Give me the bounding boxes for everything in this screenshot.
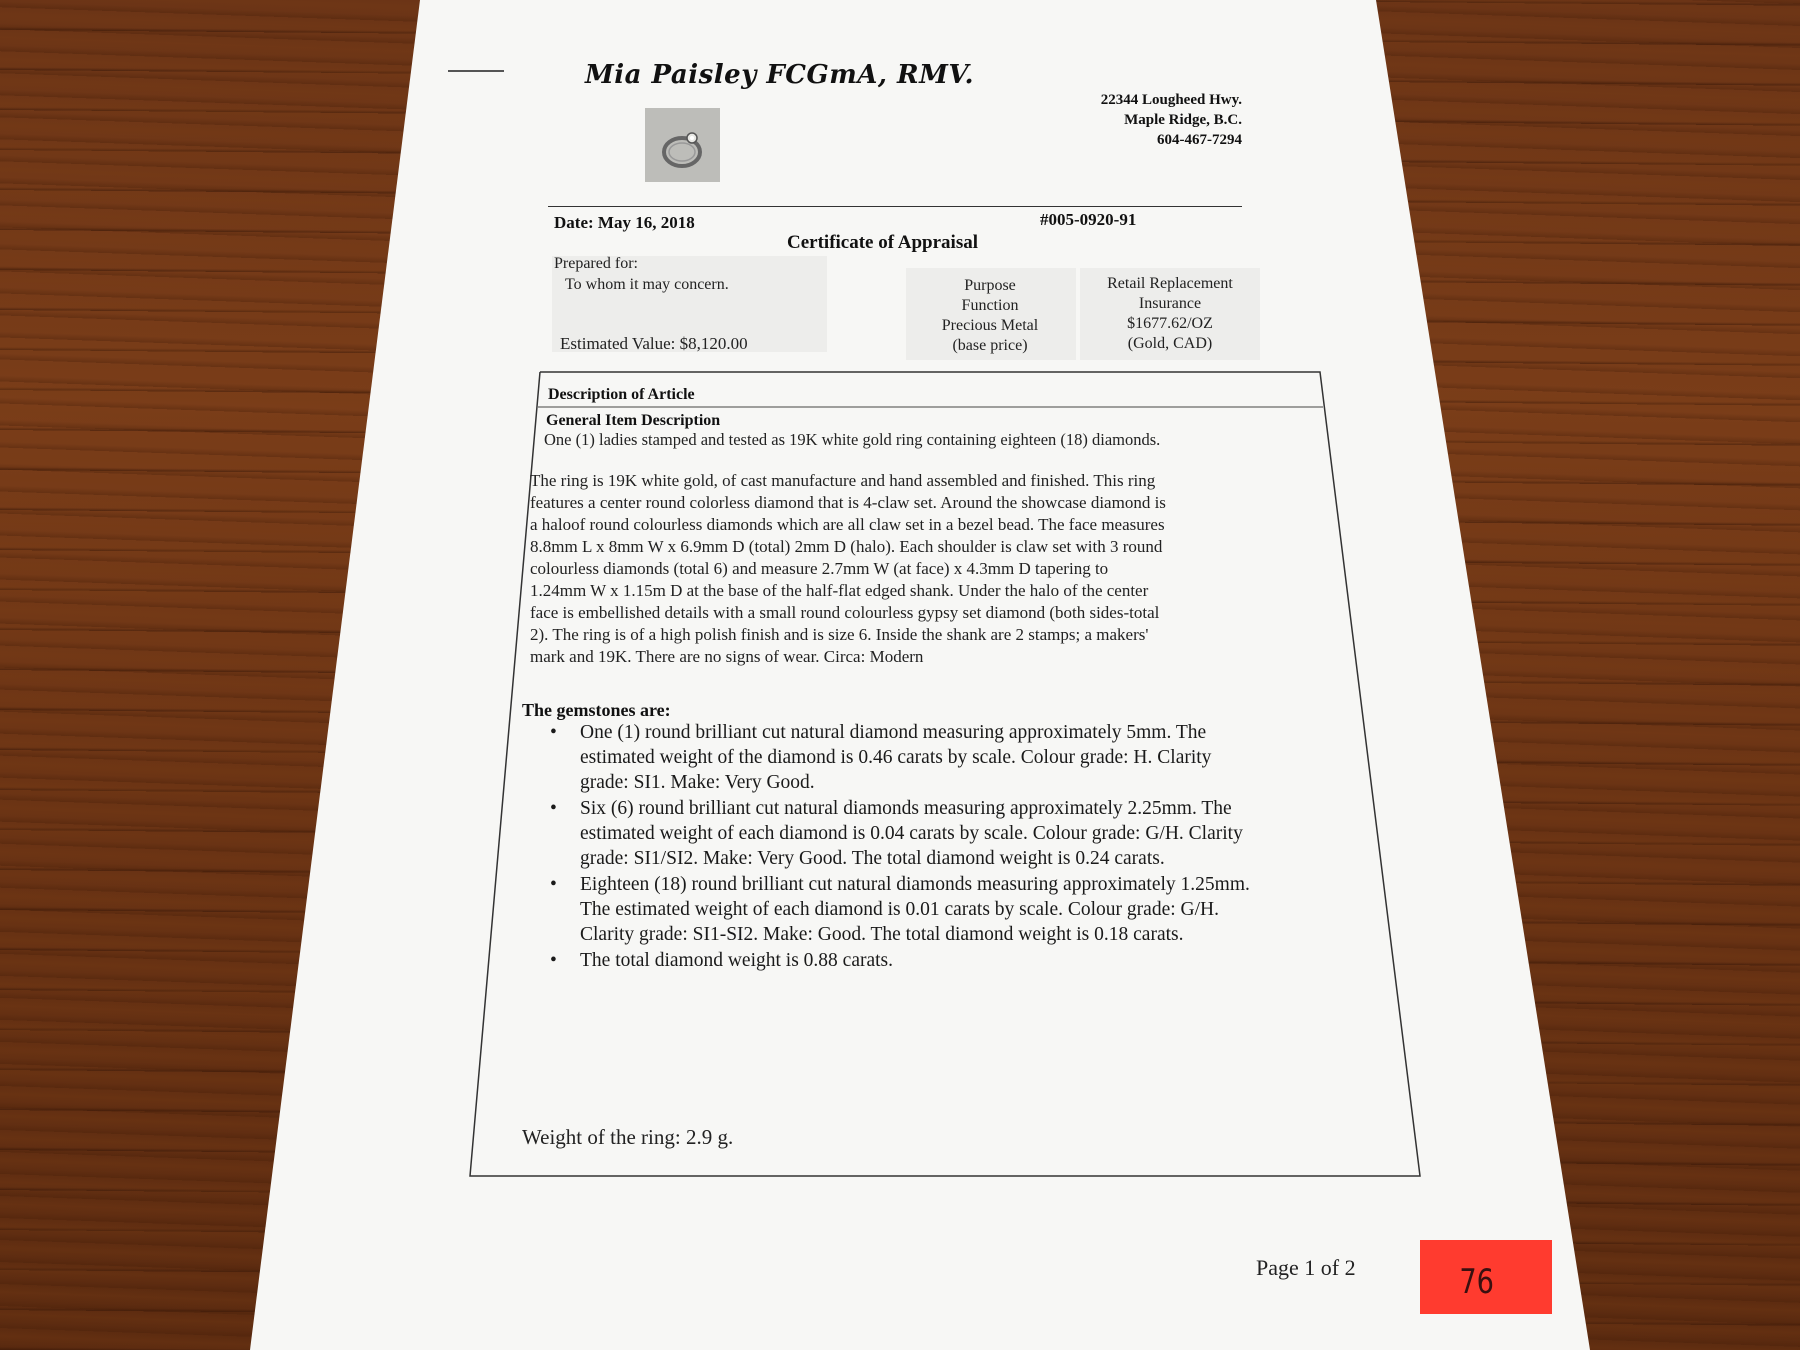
gemstones-list [520,720,1380,974]
estimated-value: Estimated Value: $8,120.00 [560,334,748,353]
bullet-icon: • [550,722,557,743]
paragraph-line: 2). The ring is of a high polish finish and is size 6. Inside the shank are 2 stamps; a makers' [530,625,1149,644]
paragraph-line: features a center round colorless diamond that is 4-claw set. Around the showcase diamond is [530,493,1166,512]
gemstone-line: The estimated weight of each diamond is 0.01 carats by scale. Colour grade: G/H. [580,899,1219,920]
paragraph-line: face is embellished details with a small round colourless gypsy set diamond (both sides-total [530,603,1160,622]
gemstone-line: Clarity grade: SI1-SI2. Make: Good. The total diamond weight is 0.18 carats. [580,924,1184,945]
gemstone-item [520,948,1380,973]
bullet-icon: • [550,950,557,971]
gemstone-line: Six (6) round brilliant cut natural diamonds measuring approximately 2.25mm. The [580,798,1232,819]
gemstone-line: estimated weight of each diamond is 0.04 carats by scale. Colour grade: G/H. Clarity [580,823,1243,844]
purpose-value: Retail Replacement [1107,275,1233,292]
appraiser-name: Mia Paisley FCGmA, RMV. [585,60,975,90]
ring-description-paragraph [530,470,1330,668]
address-line: 604-467-7294 [1157,132,1242,148]
prepared-for-label: Prepared for: [554,255,638,272]
purpose-label: Purpose [964,277,1016,294]
sticker-number: 76 [1459,1262,1494,1302]
function-value: Insurance [1138,295,1202,312]
prepared-for-value: To whom it may concern. [565,276,729,293]
gemstone-line: estimated weight of the diamond is 0.46 carats by scale. Colour grade: H. Clarity [580,747,1212,768]
metal-price-value: $1677.62/OZ [1127,315,1213,332]
bullet-icon: • [550,874,557,895]
gemstone-item [520,720,1380,795]
paragraph-line: The ring is 19K white gold, of cast manufacture and hand assembled and finished. This ring [530,471,1156,490]
certificate-title: Certificate of Appraisal [787,232,979,253]
gemstone-item [520,796,1380,871]
function-label: Function [961,297,1019,314]
ring-weight: Weight of the ring: 2.9 g. [522,1125,734,1149]
gemstone-line: One (1) round brilliant cut natural diamond measuring approximately 5mm. The [580,722,1207,743]
gemstone-item [520,872,1380,947]
paragraph-line: colourless diamonds (total 6) and measure 2.7mm W (at face) x 4.3mm D tapering to [530,559,1109,578]
paragraph-line: mark and 19K. There are no signs of wear. Circa: Modern [530,647,924,666]
gemstone-line: The total diamond weight is 0.88 carats. [580,950,894,971]
address-line: 22344 Lougheed Hwy. [1100,92,1242,108]
paragraph-line: a haloof round colourless diamonds which are all claw set in a bezel bead. The face measures [530,515,1165,534]
address-line: Maple Ridge, B.C. [1124,112,1242,128]
general-description-title: General Item Description [546,412,721,429]
certificate-number: #005-0920-91 [1040,210,1137,229]
page-number: Page 1 of 2 [1256,1255,1356,1280]
general-description-text: One (1) ladies stamped and tested as 19K white gold ring containing eighteen (18) diamonds. [544,430,1161,449]
description-section-title: Description of Article [548,386,695,403]
precious-metal-label: Precious Metal [941,317,1039,334]
metal-currency-value: (Gold, CAD) [1127,335,1213,352]
gemstone-line: grade: SI1/SI2. Make: Very Good. The total diamond weight is 0.24 carats. [580,848,1165,869]
bullet-icon: • [550,798,557,819]
gemstone-line: Eighteen (18) round brilliant cut natural diamonds measuring approximately 1.25mm. [580,874,1250,895]
appraisal-date: Date: May 16, 2018 [554,213,695,232]
paragraph-line: 8.8mm L x 8mm W x 6.9mm D (total) 2mm D (halo). Each shoulder is claw set with 3 round [530,537,1163,556]
base-price-label: (base price) [952,337,1028,354]
paragraph-line: 1.24mm W x 1.15m D at the base of the half-flat edged shank. Under the halo of the center [530,581,1149,600]
gemstones-title: The gemstones are: [522,700,671,720]
gemstone-line: grade: SI1. Make: Very Good. [580,772,815,793]
